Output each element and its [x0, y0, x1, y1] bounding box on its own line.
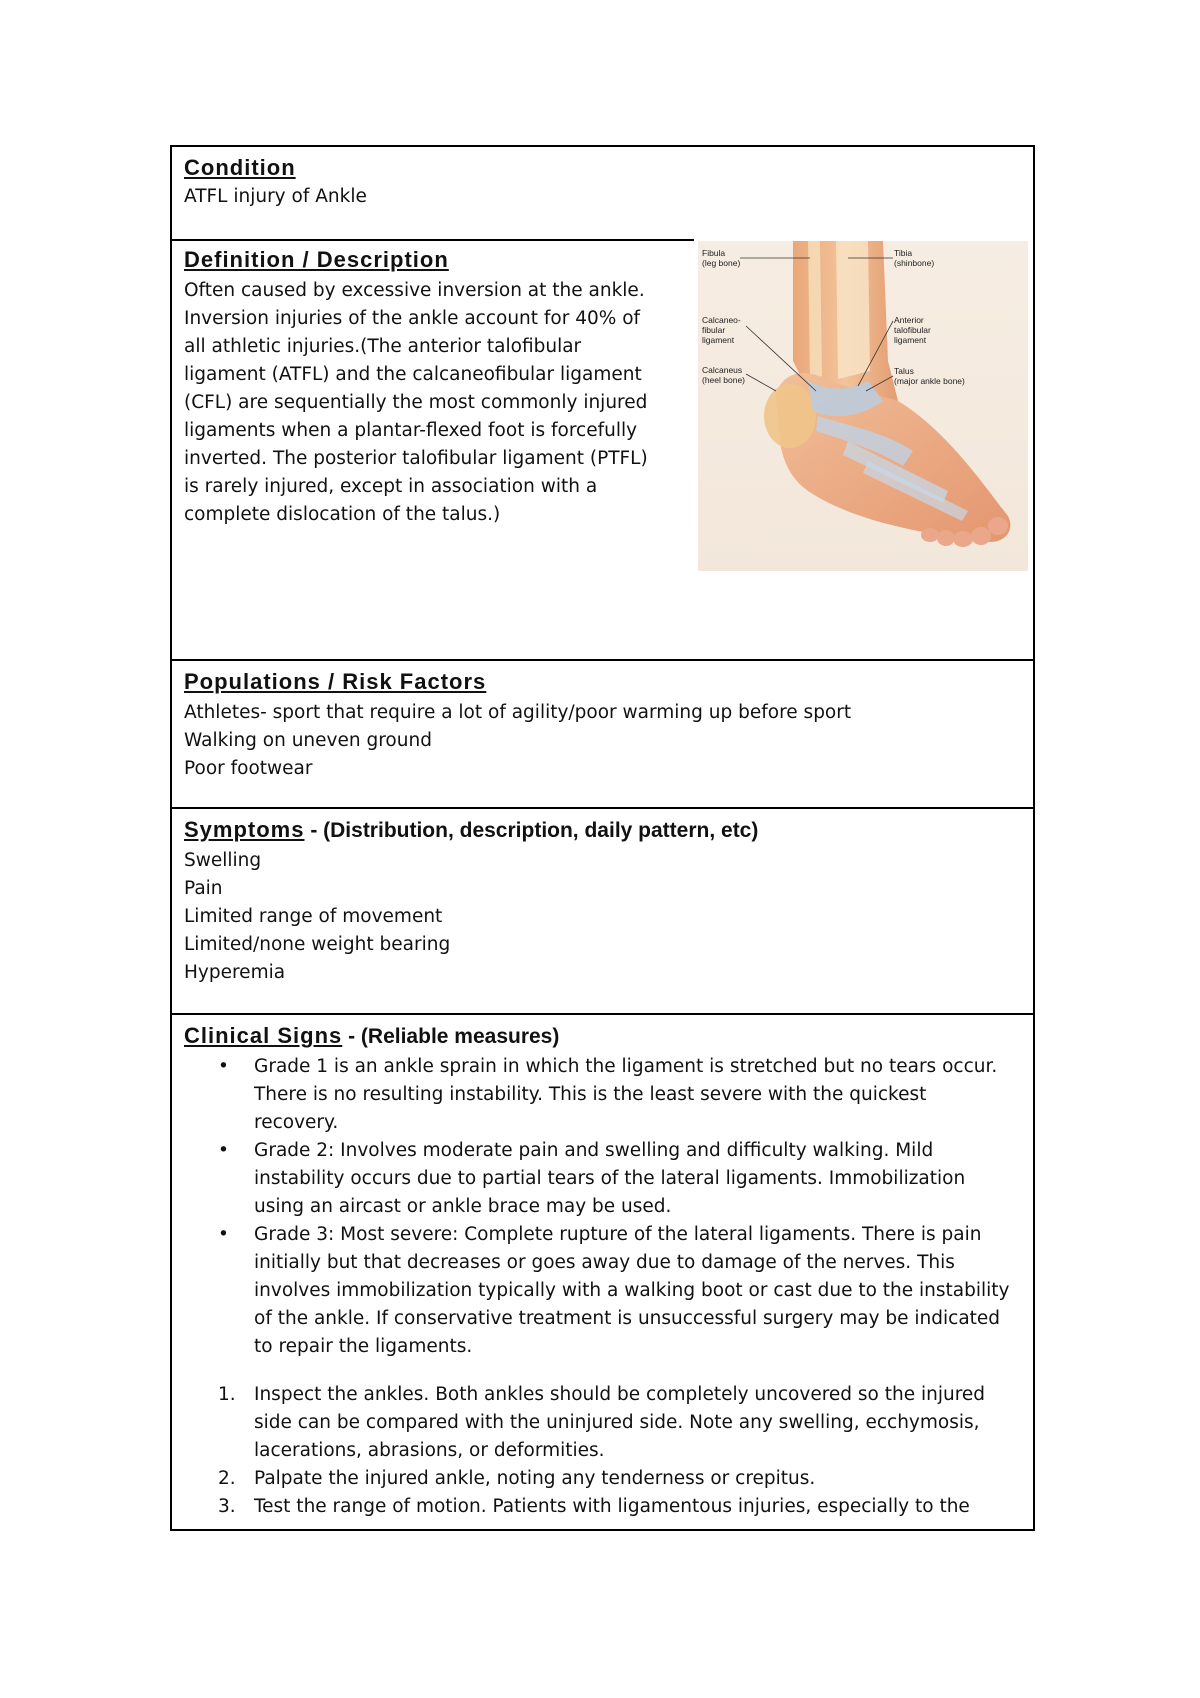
clinical-signs-section — [172, 1015, 1033, 1529]
populations-body — [184, 699, 1021, 783]
definition-line: inverted. The posterior talofibular ligament (PTFL) — [184, 448, 648, 469]
step-line: Inspect the ankles. Both ankles should be completely uncovered so the injured — [254, 1384, 986, 1405]
grade-line: There is no resulting instability. This is the least severe with the quickest — [254, 1084, 927, 1105]
symptoms-section — [172, 809, 1033, 1015]
symptoms-body — [184, 847, 1021, 987]
label-anterior-talofibular: Anterior — [894, 315, 924, 325]
symptom-item: Swelling — [184, 850, 262, 871]
definition-line: ligament (ATFL) and the calcaneofibular ligament — [184, 364, 642, 385]
exam-step — [218, 1381, 1021, 1465]
definition-line: is rarely injured, except in association with a — [184, 476, 598, 497]
exam-step — [218, 1465, 1021, 1493]
step-number: 1. — [218, 1384, 236, 1405]
populations-line: Athletes- sport that require a lot of agility/poor warming up before sport — [184, 702, 852, 723]
step-line: side can be compared with the uninjured side. Note any swelling, ecchymosis, — [254, 1412, 980, 1433]
condition-section — [172, 147, 1033, 239]
label-anterior-talofibular-2: talofibular — [894, 325, 931, 335]
definition-line: Inversion injuries of the ankle account for 40% of — [184, 308, 641, 329]
definition-section — [172, 239, 1033, 661]
label-talus-sub: (major ankle bone) — [894, 376, 965, 386]
label-calcaneofibular-3: ligament — [702, 335, 735, 345]
symptom-item: Pain — [184, 878, 223, 899]
grade-line: using an aircast or ankle brace may be used. — [254, 1196, 672, 1217]
grade-line: • Grade 1 is an ankle sprain in which the ligament is stretched but no tears occur. — [254, 1056, 998, 1077]
label-talus: Talus — [894, 366, 914, 376]
grade-line: • Grade 3: Most severe: Complete rupture of the lateral ligaments. There is pain — [254, 1224, 982, 1245]
definition-line: all athletic injuries.(The anterior talofibular — [184, 336, 582, 357]
populations-line: Poor footwear — [184, 758, 313, 779]
definition-heading: Definition / Description — [184, 247, 449, 272]
symptom-item: Limited/none weight bearing — [184, 934, 451, 955]
definition-body — [184, 277, 684, 529]
symptom-item: Hyperemia — [184, 962, 286, 983]
symptom-item: Limited range of movement — [184, 906, 443, 927]
clinical-signs-subheading: - (Reliable measures) — [342, 1025, 560, 1048]
populations-section — [172, 661, 1033, 809]
definition-line: ligaments when a plantar-flexed foot is forcefully — [184, 420, 638, 441]
populations-line: Walking on uneven ground — [184, 730, 432, 751]
grade-item — [254, 1053, 1021, 1137]
step-line: Palpate the injured ankle, noting any tenderness or crepitus. — [254, 1468, 816, 1489]
definition-text-block — [184, 247, 684, 529]
grade-line: instability occurs due to partial tears of the lateral ligaments. Immobilization — [254, 1168, 966, 1189]
label-fibula: Fibula — [702, 248, 726, 258]
step-line: Test the range of motion. Patients with ligamentous injuries, especially to the — [254, 1496, 970, 1517]
ankle-anatomy-illustration — [698, 241, 1028, 571]
grade-line: of the ankle. If conservative treatment is unsuccessful surgery may be indicated — [254, 1308, 1001, 1329]
grade-list — [184, 1053, 1021, 1361]
grade-line: • Grade 2: Involves moderate pain and swelling and difficulty walking. Mild — [254, 1140, 934, 1161]
condition-heading: Condition — [184, 155, 296, 180]
definition-line: complete dislocation of the talus.) — [184, 504, 501, 525]
grade-item — [254, 1221, 1021, 1361]
grade-item — [254, 1137, 1021, 1221]
grade-line: recovery. — [254, 1112, 339, 1133]
step-line: lacerations, abrasions, or deformities. — [254, 1440, 605, 1461]
label-fibula-sub: (leg bone) — [702, 258, 741, 268]
label-tibia: Tibia — [894, 248, 913, 258]
definition-line: Often caused by excessive inversion at the ankle. — [184, 280, 645, 301]
symptoms-subheading: - (Distribution, description, daily pattern, etc) — [304, 819, 759, 842]
definition-line: (CFL) are sequentially the most commonly injured — [184, 392, 648, 413]
populations-heading: Populations / Risk Factors — [184, 669, 487, 694]
label-tibia-sub: (shinbone) — [894, 258, 935, 268]
condition-value: ATFL injury of Ankle — [184, 186, 367, 207]
step-number: 3. — [218, 1496, 236, 1517]
grade-line: involves immobilization typically with a walking boot or cast due to the instability — [254, 1280, 1010, 1301]
label-calcaneofibular: Calcaneo- — [702, 315, 741, 325]
grade-line: initially but that decreases or goes away due to damage of the nerves. This — [254, 1252, 955, 1273]
step-number: 2. — [218, 1468, 236, 1489]
label-calcaneus: Calcaneus — [702, 365, 743, 375]
definition-divider — [172, 239, 694, 241]
condition-table — [170, 145, 1035, 1531]
label-calcaneus-sub: (heel bone) — [702, 375, 746, 385]
exam-steps-list — [184, 1381, 1021, 1521]
label-anterior-talofibular-3: ligament — [894, 335, 927, 345]
label-calcaneofibular-2: fibular — [702, 325, 726, 335]
grade-line: to repair the ligaments. — [254, 1336, 473, 1357]
clinical-signs-heading: Clinical Signs — [184, 1023, 343, 1048]
exam-step — [218, 1493, 1021, 1521]
symptoms-heading: Symptoms — [184, 817, 305, 842]
